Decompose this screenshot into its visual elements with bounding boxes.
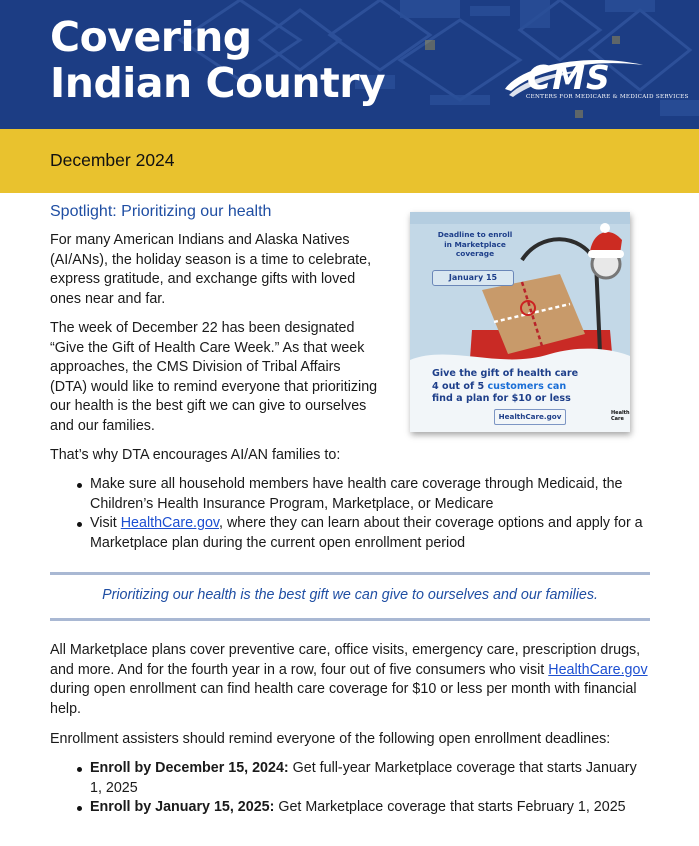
promo-line-2b: customers can [487,380,567,392]
pull-quote: Prioritizing our health is the best gift we can give to ourselves and our families. [102,587,598,603]
paragraph-enrollment-assisters: Enrollment assisters should remind everyone of the following open enrollment deadlines: [50,731,611,747]
title-line-1: Covering [50,13,252,61]
promo-deadline-date: January 15 [432,270,514,286]
promo-healthcare-link: HealthCare.gov [494,409,566,425]
promo-image [410,212,630,432]
healthcare-logo: Health Care [611,410,630,422]
quote-rule-top [50,572,650,575]
cms-logo-text: CMS [527,58,611,97]
promo-message [432,368,578,406]
list-item [50,759,640,798]
bullet-visit-suffix: , where they can learn about their coverage options and apply for a Marketplace plan during the current open enrollment period [90,515,643,551]
encourage-list [50,475,660,553]
healthcare-gov-link[interactable]: HealthCare.gov [120,515,220,532]
paragraph-marketplace-suffix: during open enrollment can find health care coverage for $10 or less per month with financial help. [50,681,637,717]
spotlight-title: Spotlight: Prioritizing our health [50,203,272,220]
paragraph-dta-encourages: That’s why DTA encourages AI/AN families to: [50,447,341,463]
title-line-2: Indian Country [50,59,386,107]
deadline-2-text: Get Marketplace coverage that starts February 1, 2025 [274,799,626,816]
newsletter-title [50,14,385,106]
list-item [50,798,640,818]
cms-logo-subtext: CENTERS FOR MEDICARE & MEDICAID SERVICES [526,94,689,100]
promo-line-3: find a plan for $10 or less [432,393,571,405]
header-banner [0,0,699,129]
deadline-1-label: Enroll by December 15, 2024: [90,760,289,776]
paragraph-marketplace-plans [50,641,655,719]
list-item [50,475,660,514]
paragraph-gift-week: The week of December 22 has been designated “Give the Gift of Health Care Week.” As that week approaches, the CMS Division of Tribal Affairs (DTA) would like to remind everyone that prioritizing our health is the best gift we can give to ourselves and our families. [50,320,378,434]
paragraph-holiday-season: For many American Indians and Alaska Natives (AI/ANs), the holiday season is a time to celebrate, express gratitude, and exchange gifts with loved ones near and far. [50,232,372,307]
list-item [50,514,660,553]
healthcare-gov-link[interactable]: HealthCare.gov [548,661,648,678]
quote-rule-bottom [50,618,650,621]
promo-deadline-text: Deadline to enroll in Marketplace coverage [437,230,513,258]
bullet-coverage-text: Make sure all household members have health care coverage through Medicaid, the Children’s Health Insurance Program, Marketplace, or Medicare [90,476,623,512]
bullet-visit-prefix: Visit [90,515,121,532]
deadline-2-label: Enroll by January 15, 2025: [90,799,275,816]
deadline-list [50,759,640,818]
paragraph-marketplace-prefix: All Marketplace plans cover preventive care, office visits, emergency care, prescription drugs, and more. And for the fourth year in a row, four out of five consumers who visit [50,642,641,678]
issue-date: December 2024 [50,150,175,170]
promo-line-1: Give the gift of health care [432,368,579,379]
promo-line-2a: 4 out of 5 [432,380,488,392]
deadline-1-text: Get full-year Marketplace coverage that starts January 1, 2025 [90,760,637,796]
